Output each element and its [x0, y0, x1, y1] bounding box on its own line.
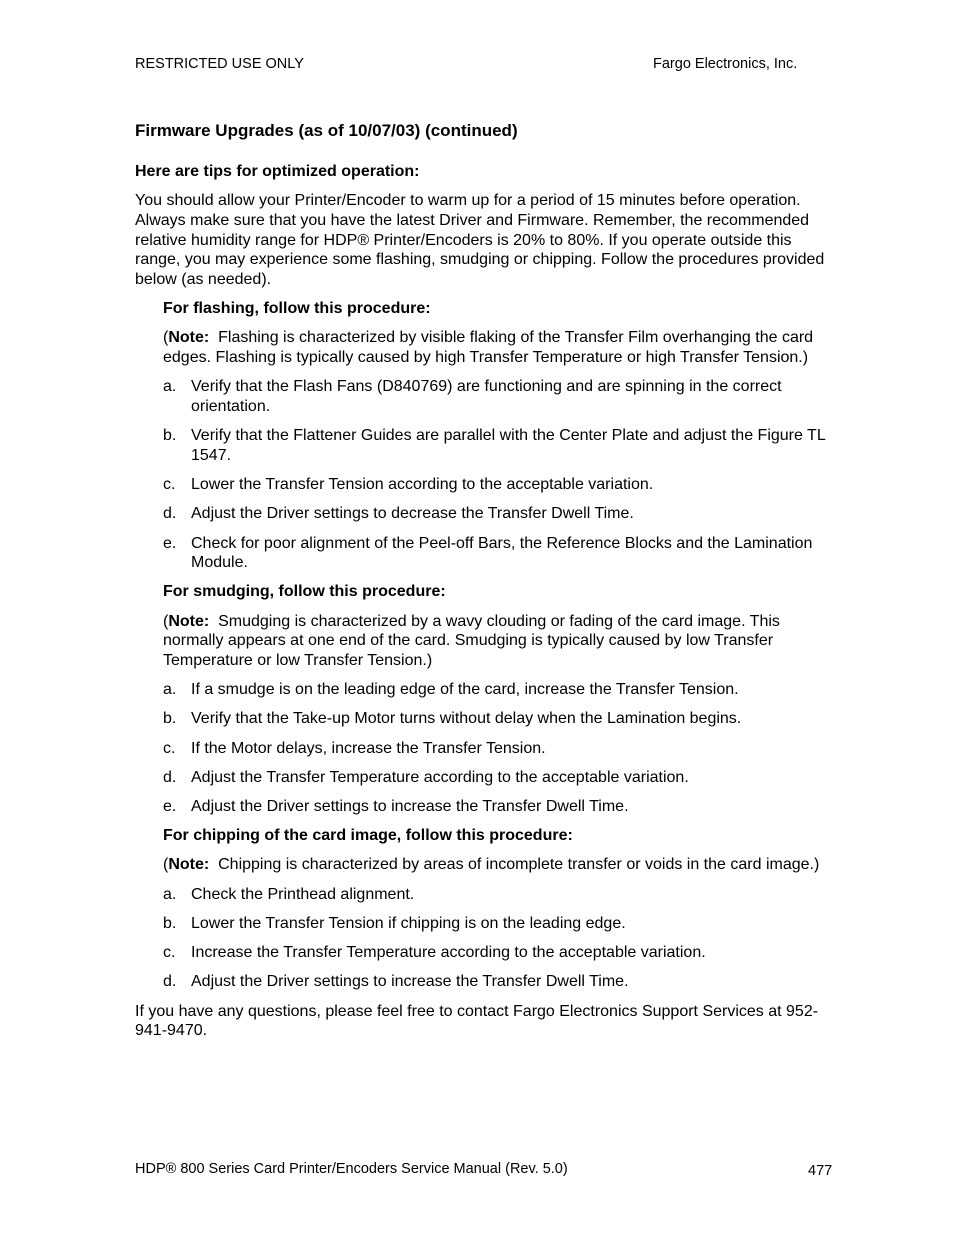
smudging-steps — [163, 680, 840, 817]
list-item-text: Lower the Transfer Tension if chipping is on the leading edge. — [191, 914, 626, 932]
note-open: ( — [163, 856, 169, 874]
chipping-section — [163, 826, 840, 992]
list-marker: c. — [163, 944, 176, 962]
list-marker: b. — [163, 710, 177, 728]
chipping-heading: For chipping of the card image, follow this procedure: — [163, 827, 573, 845]
flashing-section — [163, 299, 840, 573]
list-item-text: Verify that the Take-up Motor turns without delay when the Lamination begins. — [191, 710, 742, 728]
list-marker: e. — [163, 534, 177, 552]
list-item-text: Verify that the Flash Fans (D840769) are functioning and are spinning in the correct orientation. — [191, 378, 782, 416]
note-label: Note: — [168, 856, 210, 874]
note-text: Smudging is characterized by a wavy clouding or fading of the card image. This normally appears at one end of the card. Smudging is typically caused by low Transfer Temperature or low Transfer Tension.) — [163, 612, 785, 670]
list-item — [163, 475, 840, 495]
flashing-steps — [163, 377, 840, 573]
tips-heading: Here are tips for optimized operation: — [135, 163, 420, 180]
smudging-heading: For smudging, follow this procedure: — [163, 583, 446, 601]
list-item-text: If a smudge is on the leading edge of the card, increase the Transfer Tension. — [191, 681, 739, 699]
list-item — [163, 426, 840, 465]
list-marker: d. — [163, 973, 177, 991]
list-marker: a. — [163, 378, 177, 396]
note-label: Note: — [168, 329, 210, 347]
list-item-text: Lower the Transfer Tension according to the acceptable variation. — [191, 476, 654, 494]
list-item-text: Check for poor alignment of the Peel-off Bars, the Reference Blocks and the Lamination Module. — [191, 534, 813, 572]
list-marker: c. — [163, 739, 176, 757]
page-title: Firmware Upgrades (as of 10/07/03) (continued) — [135, 121, 518, 140]
list-item — [163, 972, 840, 992]
body-content — [135, 162, 840, 1041]
list-item — [163, 709, 840, 729]
list-item — [163, 534, 840, 573]
list-marker: b. — [163, 914, 177, 932]
list-marker: d. — [163, 768, 177, 786]
footer-manual-title: HDP® 800 Series Card Printer/Encoders Service Manual (Rev. 5.0) — [135, 1161, 568, 1177]
list-item-text: Adjust the Transfer Temperature according to the acceptable variation. — [191, 768, 689, 786]
list-item-text: Adjust the Driver settings to increase the Transfer Dwell Time. — [191, 973, 629, 991]
list-marker: a. — [163, 885, 177, 903]
flashing-heading: For flashing, follow this procedure: — [163, 300, 431, 318]
page-number: 477 — [808, 1163, 833, 1179]
note-text: Flashing is characterized by visible flaking of the Transfer Film overhanging the card edges. Flashing is typically caused by high Transfer Temperature or high Transfer Tension.) — [163, 329, 818, 367]
list-item — [163, 504, 840, 524]
list-item-text: Adjust the Driver settings to increase the Transfer Dwell Time. — [191, 798, 629, 816]
list-item-text: Verify that the Flattener Guides are parallel with the Center Plate and adjust the Figure TL 1547. — [191, 427, 826, 464]
list-marker: e. — [163, 798, 177, 816]
note-text: Chipping is characterized by areas of incomplete transfer or voids in the card image.) — [209, 856, 820, 874]
list-item — [163, 768, 840, 788]
smudging-note — [163, 612, 840, 671]
list-marker: c. — [163, 476, 176, 494]
list-item — [163, 943, 840, 963]
list-item — [163, 377, 840, 416]
closing-paragraph: If you have any questions, please feel free to contact Fargo Electronics Support Services at 952-941-9470. — [135, 1002, 819, 1040]
note-label: Note: — [168, 612, 210, 630]
flashing-note — [163, 328, 840, 367]
list-marker: d. — [163, 505, 177, 523]
chipping-note — [163, 855, 840, 875]
list-item-text: Increase the Transfer Temperature according to the acceptable variation. — [191, 944, 706, 962]
list-item — [163, 914, 840, 934]
note-open: ( — [163, 329, 169, 347]
list-marker: a. — [163, 681, 177, 699]
list-item — [163, 885, 840, 905]
chipping-steps — [163, 885, 840, 992]
list-marker: b. — [163, 427, 177, 445]
header-company: Fargo Electronics, Inc. — [653, 56, 798, 72]
header-restriction: RESTRICTED USE ONLY — [135, 56, 304, 72]
list-item — [163, 797, 840, 817]
list-item — [163, 680, 840, 700]
list-item — [163, 739, 840, 759]
intro-paragraph: You should allow your Printer/Encoder to warm up for a period of 15 minutes before operation. Always make sure that you have the latest Driver and Firmware. Remember, the recommended relative humidity range for HDP® Printer/Encoders is 20% to 80%. If you operate outside this range, you may experience some flashing, smudging or chipping. Follow the procedures provided below (as needed). — [135, 192, 825, 289]
list-item-text: Check the Printhead alignment. — [191, 885, 415, 903]
list-item-text: Adjust the Driver settings to decrease the Transfer Dwell Time. — [191, 505, 634, 523]
note-open: ( — [163, 612, 169, 630]
smudging-section — [163, 582, 840, 816]
list-item-text: If the Motor delays, increase the Transfer Tension. — [191, 739, 546, 757]
